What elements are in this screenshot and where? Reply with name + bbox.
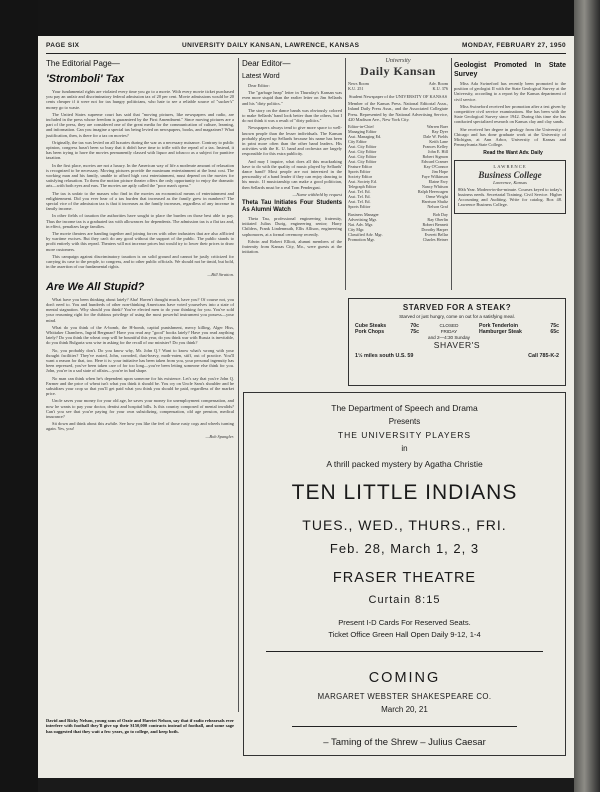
masthead <box>348 58 448 78</box>
staff-row: Editor-in-Chief Warren Baer <box>348 124 448 130</box>
editorial-column <box>46 58 234 441</box>
member-line: Member of the Kansas Press. National Editorial Assn., Inland Daily Press Assn., and the Associated Collegiate Press. Represented by the National Advertising Service, 420 Madison Ave., New York City. <box>348 101 448 122</box>
ad-location: Lawrence, Kansas <box>493 179 527 185</box>
staff-list <box>348 124 448 209</box>
section-title: The Editorial Page— <box>46 59 120 68</box>
ad-city: LAWRENCE <box>493 164 527 170</box>
steak-ad <box>348 298 566 386</box>
editorial-title: 'Stromboli' Tax <box>46 73 125 85</box>
menu-item: Cube Steaks 70c <box>355 323 419 329</box>
ad-footer <box>349 350 565 359</box>
staff-row: Sports Editor Nelson Graf <box>348 204 448 210</box>
paragraph: And may I inquire, what does all this muckraking have to do with the quality of music played by Sellards' dance band? Most people are not interested in the personality of a band leader if they can enjoy dancing to his music. If musicianship can make a good politician, then Sellards must be a real Tom Pendergast. <box>242 158 342 190</box>
staff-row: Asst. Tel. Ed. Orme Wright <box>348 194 448 200</box>
coming-label: COMING <box>368 670 441 686</box>
play-title: TEN LITTLE INDIANS <box>291 481 518 504</box>
issue-date: MONDAY, FEBRUARY 27, 1950 <box>461 42 566 49</box>
paragraph: Miss Ada Swineford has recently been promoted to the position of geologist II with the State Geological Survey at the University, according to a report by the Kansas department of civil service. <box>454 81 566 102</box>
play-dates: Feb. 28, March 1, 2, 3 <box>329 541 480 556</box>
news-brief: David and Ricky Nelson, young sons of Ozzie and Harriet Nelson, say that if radio rehearsals ever interfere with football they'll give up their $150,000 contracts instead of football, and some sage has suggested that they wait a few years, go to college, and keep both. <box>46 718 234 734</box>
menu-right <box>479 323 559 340</box>
closed-label: CLOSED <box>439 323 459 328</box>
menu-left <box>355 323 419 340</box>
presents-line: Presents <box>388 417 421 426</box>
phone-text: Call 785-K-2 <box>528 353 559 360</box>
scan-border-right <box>574 0 600 792</box>
editorial-title: Are We All Stupid? <box>46 280 145 293</box>
menu-item: Pork Tenderloin 75c <box>478 323 559 329</box>
contact-label: Adv. Room <box>428 81 448 86</box>
page-number: PAGE SIX <box>46 42 80 49</box>
hours-block <box>428 323 470 340</box>
paragraph: The "garbage heap" letter in Thursday's Kansan was even more stupid than the earlier letter on Jim Sellards and his "dirty politics." <box>242 90 342 106</box>
paragraph: The movie theaters are banding together and joining forces with other industries that are also afflicted by wartime excises. But they can't do any good without the support of the public. The public stands to profit entirely with this repeal. Theaters will not increase prices but would try to lower their prices to draw more customers. <box>46 231 234 252</box>
contact-label: News Room <box>348 81 369 86</box>
ad-title: STARVED FOR A STEAK? <box>402 303 512 312</box>
paragraph: In the first place, movies are not a luxury. In the American way of life a moderate amount of relaxation is recognized to be necessary. Moving pictures provide the maximum entertainment at the least cost. The working man and his family, unable to afford high cost entertainment, must depend on the movies for satisfying relaxation. To them the motion picture theater offers the only opportunity to enjoy the dramatic arts—with both eyes and ears. The movies are aptly called the "poor man's opera." <box>46 162 234 189</box>
staff-row: Feature Editor Kay O'Connor <box>348 164 448 170</box>
news-column <box>454 58 566 217</box>
student-line: Student Newspaper of the UNIVERSITY OF KANSAS <box>348 94 448 99</box>
staff-row: Asst. City Editor Edward Cramer <box>348 159 448 165</box>
staff-row: Asst. Tel. Ed. Ralph Heerwagen <box>348 189 448 195</box>
editorial-body <box>46 89 234 277</box>
department-line: The Department of Speech and Drama <box>331 403 478 413</box>
editorial-body <box>46 297 234 439</box>
column-divider <box>238 58 239 712</box>
staff-row: Promotion Mgr. Charles Heiner <box>348 237 448 243</box>
staff-row: Sports Editor Jim Hope <box>348 169 448 175</box>
coming-dates: March 20, 21 <box>381 705 428 714</box>
staff-row: Asst. City Editor John E. Hill <box>348 149 448 155</box>
staff-row: Classified Adv. Mgr. Everett Bellar <box>348 232 448 238</box>
curtain-time: Curtain 8:15 <box>368 594 441 606</box>
mystery-line: A thrill packed mystery by Agatha Christie <box>326 459 483 469</box>
hours-label: and 2—4:30 Sunday <box>428 334 470 340</box>
paragraph: Your fundamental rights are violated every time you go to a movie. With every movie ticket purchased you pay an unfair and discriminatory federal admission tax of 20 per cent. Movie admissions would be 20 cents cheaper if it were not for tax hungry politicians, who hate to see a reliable source of "sucker's" money go to waste. <box>46 89 234 110</box>
staff-row: Business Manager Bob Day <box>348 212 448 218</box>
header-rule <box>46 53 566 54</box>
paragraph: Theta Tau, professional engineering fraternity, initiated Julius Durig, engineering senior; Harry Childers, Frank Lindenmuth, Ellis Allison, engineering sophomores, at a formal ceremony recently. <box>242 216 342 237</box>
staff-row: Asst. Managing Ed. Dale W. Fields <box>348 134 448 140</box>
staff-row: Managing Editor Ray Dyer <box>348 129 448 135</box>
plays-line: – Taming of the Shrew – Julius Caesar <box>323 737 486 748</box>
divider <box>266 651 542 652</box>
theatre-name: FRASER THEATRE <box>332 570 477 586</box>
paragraph: The tax is unfair to the masses who find in the movies an economical means of entertainment and enlightenment. Did you ever hear of a tax burden that increased as the family grew in numbers? The special vice of the admission tax is that it increases as the family increases, regardless of any increase in family income. <box>46 190 234 212</box>
paragraph: This campaign against discriminatory taxation is on solid ground and cannot be justly criticized for carrying its case to the people, to congress, and to other public officials. We should not be timid, but bold, in the assertion of our fundamental rights. <box>46 253 234 270</box>
company-name: MARGARET WEBSTER SHAKESPEARE CO. <box>317 692 492 701</box>
paragraph: What do you think of the A-bomb, the H-bomb, capital punishment, mercy killing, Alger Hiss, Whittaker Chambers, Ingrid Bergman? Have you read any "good" books lately? Have you read anything lately? Do you think the wheat crop will be bountiful this year, do you think war with Russia is inevitable, do you think Bulgaria was wise in asking for the recall of our minister? Do you think? <box>46 324 234 346</box>
column-divider <box>451 58 452 290</box>
paragraph: The story on the dance bands was obviously colored to make Sellards' band look better than the others, but I do not think it was a result of "dirty politics." <box>242 107 342 124</box>
section-title: Dear Editor— <box>242 59 291 68</box>
paragraph: Miss Swineford received her promotion after a test given by competitive civil service examinations. She has been with the State Geological Survey since 1942. During this time she has conducted specialized research on Kansas clay and clay sands. <box>454 103 566 125</box>
letters-column <box>242 58 342 256</box>
paragraph: Originally, the tax was levied on all luxuries during the war as a necessary nuisance. Contrary to public opinion, congress hasn't been so busy that it didn't have time to trifle with the repeal of a tax. Instead, it has been trying to have the movies permanently classed with liquor and tobacco as a subject for punitive taxation. <box>46 139 234 161</box>
paragraph: The United States supreme court has said that "moving pictures, like newspapers and radio, are included in the press whose freedom is guaranteed by the First Amendment." Since moving pictures are a part of the press, they are considered one of the great media for the communication of culture, learning, and information. Can you imagine a special tax being levied on newspapers, books, and magazines? What justification, then, is there for a tax on movies? <box>46 111 234 138</box>
letter-signature: —Name withheld by request <box>292 191 342 197</box>
scan-border-left <box>0 0 38 792</box>
paragraph: Dear Editor: <box>248 83 270 88</box>
author-signature: —Bill Stratton. <box>207 271 234 277</box>
masthead-column <box>348 58 448 242</box>
menu-grid <box>349 319 565 340</box>
column-divider <box>345 58 346 290</box>
staff-row: Telegraph Editor Nancy Whitson <box>348 184 448 190</box>
staff-row: Asst. City Editor Robert Sigmon <box>348 154 448 160</box>
staff-row: Society Editor Faye Wilkinson <box>348 174 448 180</box>
paragraph: Newspapers always tend to give more space to well-known people than the lesser individuals. The Kansan probably played up Sellards because his name has been in print more often than the other band leaders. His activities with the K. U. band and orchestra are largely responsible for this extra publicity. <box>242 125 342 157</box>
scan-border-top <box>0 0 600 36</box>
contact-value: K.U. 376 <box>432 86 448 91</box>
staff-row: Asst. Tel. Ed. Harrison Shultz <box>348 199 448 205</box>
id-card-line: Present I-D Cards For Reserved Seats. <box>338 618 471 627</box>
paragraph: She received her degree in geology from the University of Chicago and has done graduate work at the University of Michigan, at Ann Arbor, University of Kansas and Pennsylvania State College. <box>454 126 566 148</box>
theatre-ad <box>243 392 566 756</box>
paragraph: Sit down and think about this awhile. See how you like the feel of those rusty cogs and wheels turning again. Yes, you! <box>46 421 234 432</box>
ticket-office-line: Ticket Office Green Hall Open Daily 9-12, 1-4 <box>328 630 481 639</box>
location-text: 1½ miles south U.S. 59 <box>355 353 414 360</box>
menu-item: Hamburger Steak 65c <box>478 329 559 336</box>
menu-item: Pork Chops 75c <box>355 329 419 336</box>
newspaper-page <box>38 36 574 778</box>
ad-body: 80th Year. Modern-in-the-minute. Courses keyed to today's business needs. Secretarial Training. Civil Service. Higher Accounting and Auditing. Write for catalog. Box 48. Lawrence Business College. <box>458 186 562 208</box>
staff-row: Nat. Adv. Mgr. Robert Bennett <box>348 222 448 228</box>
staff-row: Asst. Society Ed. Elaine Ewy <box>348 179 448 185</box>
letter-headline: Latest Word <box>242 73 280 80</box>
closed-day: FRIDAY <box>440 328 458 334</box>
paragraph: Uncle saves your money for your old age, he saves your money for unemployment compensation, and now he wants to pay your doctor, dentist and hospital bills. Is this country composed of mental invalids? Can't you see that you're paying for your own subsidizing, compensation, old age pension, medical insurance? <box>46 398 234 419</box>
want-ad-line: Read the Want Adv. Daily <box>483 150 543 157</box>
page-header <box>46 42 566 52</box>
masthead-title: Daily Kansan <box>360 64 436 78</box>
restaurant-name: SHAVER'S <box>433 340 481 351</box>
ad-title: Business College <box>478 169 542 180</box>
in-line: in <box>401 444 408 453</box>
staff-row: Asst. City Editor Frances Kelley <box>348 144 448 150</box>
divider <box>292 726 517 727</box>
news-headline: Theta Tau Initiates Four Students As Alumni Watch <box>242 200 342 214</box>
paragraph: What have you been thinking about lately? Aha! Haven't thought much, have you? Of course not, you don't need to. You and hundreds of other non-thinking Americans have voted yourselves into a state of mental stagnation. Why should you think? You've elected men to do your thinking for you. You've sold your reasoning right for the dubious privilege of using the most powerful instrument you possess—your mind. <box>46 296 234 323</box>
players-line: THE UNIVERSITY PLAYERS <box>337 430 472 440</box>
contact-row <box>348 86 448 91</box>
author-signature: —Bob Spangler. <box>205 433 234 439</box>
staff-row: Advertising Mgr. Ray Oberlin <box>348 217 448 223</box>
play-days: TUES., WED., THURS., FRI. <box>302 517 507 533</box>
paragraph: No man can think when he's dependent upon someone for his existence. Let's say that you're John Q. Farmer and the price of wheat isn't what you think it should be. You cry on Uncle Sam's shoulder and he subsidizes your crop so that you'll get paid what you think you should be paid, regardless of the market price. <box>46 375 234 397</box>
masthead-small: University <box>385 58 411 64</box>
business-staff-list <box>348 212 448 242</box>
news-headline: Geologist Promoted In State Survey <box>454 62 566 78</box>
staff-row: City Editor Keith Lane <box>348 139 448 145</box>
paragraph: Edwin and Robert Elliott, alumni members of the fraternity from Kansas City, Mo., were guests at the initiation. <box>242 238 342 255</box>
paper-name: UNIVERSITY DAILY KANSAN, LAWRENCE, KANSAS <box>182 42 360 49</box>
business-college-ad <box>454 160 566 213</box>
paragraph: In other fields of taxation the authorities have sought to place the burden on those best able to pay. Thus the income tax is a graduated tax with allowances for dependents. The admission tax is a flat tax and, in effect, penalizes large families. <box>46 213 234 229</box>
contact-value: K.U. 251 <box>348 86 364 91</box>
paragraph: No, you probably don't. Do you know why, Mr. John Q.? Want to know what's wrong with your thought facilities? They've rusted, John, corroded, dust-heavy, moth-eaten, stiff, out of practice. You'll want a reason for that, too. Here it is: your initiative has been taken from you, your personal ingenuity has been repressed, you've been taken care of for too long—you've been letting someone else think for you. John, you're in a sad state of affairs—you're in bad shape. <box>46 347 234 374</box>
staff-row: City Mgr. Dorothy Harper <box>348 227 448 233</box>
ad-subtitle: Starved or just hungry, come on out for a satisfying meal. <box>399 314 515 319</box>
